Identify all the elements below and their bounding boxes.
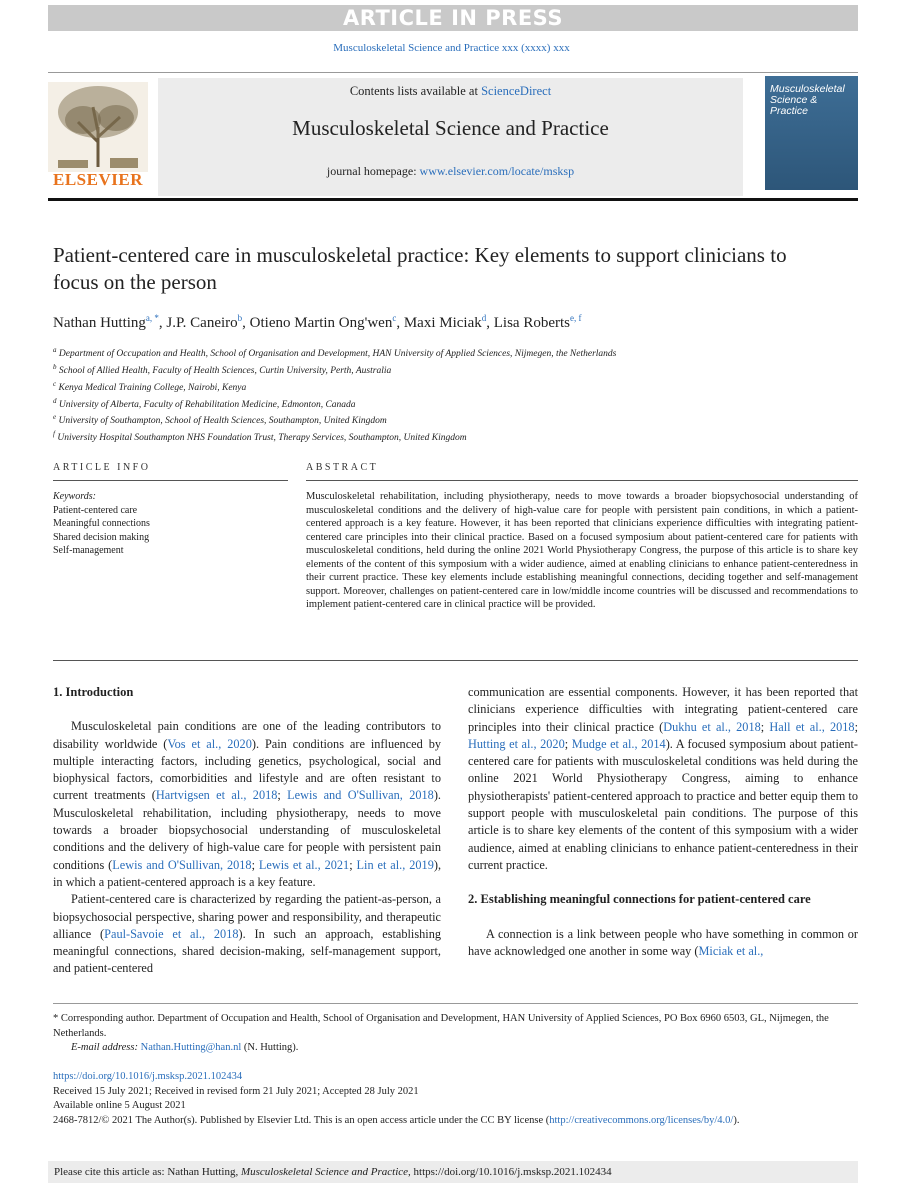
body-left-column <box>53 684 441 978</box>
reference-link[interactable]: Paul-Savoie et al., 2018 <box>104 926 239 941</box>
abstract-bottom-rule <box>53 660 858 661</box>
homepage-prefix: journal homepage: <box>326 164 420 178</box>
author-affiliation-mark[interactable]: e, f <box>570 313 582 323</box>
reference-link[interactable]: Mudge et al., 2014 <box>571 736 666 751</box>
email-link[interactable]: Nathan.Hutting@han.nl <box>140 1042 242 1053</box>
article-info-rule <box>53 480 288 481</box>
author-name[interactable]: Lisa Roberts <box>493 315 570 331</box>
article-title: Patient-centered care in musculoskeletal practice: Key elements to support clinicians to focus on the person <box>53 243 787 294</box>
body-right-column <box>468 684 858 960</box>
footnote-rule <box>53 1003 858 1004</box>
reference-link[interactable]: Hartvigsen et al., 2018 <box>155 788 278 803</box>
author-name[interactable]: J.P. Caneiro <box>166 315 238 331</box>
abstract-heading: ABSTRACT <box>306 462 379 473</box>
author-affiliation-mark[interactable]: a, * <box>145 313 159 323</box>
sciencedirect-link[interactable]: ScienceDirect <box>481 84 552 98</box>
author-list: Nathan Hutting$^{a, *}$, J.P. Caneiro$^b$, Otieno Martin Ong'wen$^c$, Maxi Miciak$^d$, Lisa Roberts$^{e, f}$ <box>53 313 582 331</box>
abstract-rule <box>306 480 858 481</box>
cover-title: Musculoskeletal Science & Practice <box>770 83 845 117</box>
email-line: E-mail address: Nathan.Hutting@han.nl (N. Hutting). <box>71 1042 299 1053</box>
body-paragraph: Patient-centered care is characterized by regarding the patient-as-person, a biopsychosocial perspective, sharing power and responsibility, and therapeutic alliance (Paul-Savoie et al., 2018). In such an approach, establishing meaningful connections, shared decision-making, self-management support, and patient-centered <box>53 892 441 976</box>
author-name[interactable]: Maxi Miciak <box>403 315 482 331</box>
cite-journal: Musculoskeletal Science and Practice <box>240 1166 409 1178</box>
reference-link[interactable]: Hall et al., 2018 <box>769 719 855 734</box>
reference-link[interactable]: Lin et al., 2019 <box>356 857 434 872</box>
article-in-press-banner: ARTICLE IN PRESS <box>48 5 858 31</box>
body-paragraph: A connection is a link between people who have something in common or have acknowledged one another in some way (Miciak et al., <box>468 926 858 958</box>
reference-link[interactable]: Lewis et al., 2021 <box>258 857 350 872</box>
affiliation-item: $^f$ University Hospital Southampton NHS Foundation Trust, Therapy Services, Southampton, United Kingdom <box>53 430 467 444</box>
reference-link[interactable]: Vos et al., 2020 <box>167 736 252 751</box>
affiliation-item: $^c$ Kenya Medical Training College, Nairobi, Kenya <box>53 379 247 393</box>
affiliation-item: $^a$ Department of Occupation and Health, School of Organisation and Development, HAN University of Applied Sciences, Nijmegen, the Netherlands <box>53 346 617 360</box>
section-heading-introduction: 1. Introduction <box>53 685 134 699</box>
cite-this-article-box: Please cite this article as: Nathan Hutting, Musculoskeletal Science and Practice, https://doi.org/10.1016/j.msksp.2021.102434 <box>48 1161 858 1183</box>
keyword-item: Patient-centered care <box>53 504 138 516</box>
author-name[interactable]: Nathan Hutting <box>53 315 146 331</box>
reference-link[interactable]: Lewis and O'Sullivan, 2018 <box>112 857 252 872</box>
keyword-item: Shared decision making <box>53 531 150 543</box>
reference-link[interactable]: Hutting et al., 2020 <box>468 736 565 751</box>
affiliations <box>53 344 853 445</box>
keyword-item: Meaningful connections <box>53 518 150 529</box>
keywords-label: Keywords: <box>53 491 96 502</box>
homepage-link[interactable]: www.elsevier.com/locate/msksp <box>419 164 575 178</box>
received-dates: Received 15 July 2021; Received in revised form 21 July 2021; Accepted 28 July 2021 <box>53 1085 419 1097</box>
reference-link[interactable]: Lewis and O'Sullivan, 2018 <box>287 788 434 803</box>
license-line: 2468-7812/© 2021 The Author(s). Published by Elsevier Ltd. This is an open access article under the CC BY license (http://creativecommons.org/licenses/by/4.0/). <box>53 1114 740 1126</box>
affiliation-item: $^e$ University of Southampton, School of Health Sciences, Southampton, United Kingdom <box>53 413 387 427</box>
author-name[interactable]: Otieno Martin Ong'wen <box>249 315 393 331</box>
author-affiliation-mark[interactable]: b <box>237 313 243 323</box>
corresponding-author-text: * Corresponding author. Department of Occupation and Health, School of Organisation and Development, HAN University of Applied Sciences, PO Box 6960 6503, GL, Nijmegen, the Netherlands. <box>53 1013 829 1039</box>
publication-info <box>53 1070 858 1128</box>
contents-line <box>158 84 743 99</box>
section-heading-connections: 2. Establishing meaningful connections for patient-centered care <box>468 892 811 907</box>
affiliation-item: $^b$ School of Allied Health, Faculty of Health Sciences, Curtin University, Perth, Australia <box>53 362 392 377</box>
license-link[interactable]: http://creativecommons.org/licenses/by/4.0/ <box>549 1114 734 1126</box>
doi-link[interactable]: https://doi.org/10.1016/j.msksp.2021.102434 <box>53 1071 243 1082</box>
abstract-text: Musculoskeletal rehabilitation, including physiotherapy, needs to move towards a broader biopsychosocial understanding of musculoskeletal conditions and the delivery of high-value care for people with persistent pain conditions, in which a patient-centered approach is a key feature. However, it has been reported that clinicians experience difficulties with integrating patient-centered care principles into their clinical practice. Based on a focused symposium about patient-centered care for patients with musculoskeletal conditions, held during the online 2021 World Physiotherapy Congress, the purpose of this article is to share key elements of the content of this symposium with a wider audience, aimed at enabling clinicians to enhance patient-centeredness in their current practice. These key elements include establishing meaningful connections, deciding together and self-management support. Moreover, challenges on patient-centered care in low/middle income countries will be discussed and recommendations to implement patient-centered care in clinical practice will be provided. <box>306 491 858 610</box>
keyword-item: Self-management <box>53 545 124 556</box>
homepage-line <box>158 164 743 179</box>
article-info-heading: ARTICLE INFO <box>53 462 151 473</box>
author-affiliation-mark[interactable]: c <box>392 313 397 323</box>
body-paragraph: Musculoskeletal pain conditions are one of the leading contributors to disability worldwide (Vos et al., 2020). Pain conditions are influenced by multiple interacting factors, including genetics, psychological, social and biophysical factors, comorbidities and lifestyle and are often resistant to current treatments (Hartvigsen et al., 2018; Lewis and O'Sullivan, 2018). Musculoskeletal rehabilitation, including physiotherapy, needs to move towards a broader biopsychosocial understanding of musculoskeletal conditions and the delivery of high-value care for people with persistent pain conditions (Lewis and O'Sullivan, 2018; Lewis et al., 2021; Lin et al., 2019), in which a patient-centered approach is a key feature. <box>53 719 442 889</box>
reference-link[interactable]: Miciak et al., <box>698 943 764 958</box>
contents-prefix: Contents lists available at <box>349 84 482 98</box>
header-thick-rule <box>48 198 858 201</box>
journal-name: Musculoskeletal Science and Practice <box>292 116 609 140</box>
corresponding-author-footnote <box>53 1012 858 1056</box>
online-date: Available online 5 August 2021 <box>53 1100 186 1111</box>
publisher-name: ELSEVIER <box>53 170 143 189</box>
keywords-block <box>53 490 293 558</box>
body-paragraph: communication are essential components. However, it has been reported that clinicians experience difficulties with integrating patient-centered care principles into their clinical practice (Dukhu et al., 2018; Hall et al., 2018; Hutting et al., 2020; Mudge et al., 2014). A focused symposium about patient-centered care for patients with musculoskeletal conditions was held during the online 2021 World Physiotherapy Congress, aiming to enhance physiotherapists' patient-centered approach to practice and better equip them to support people with musculoskeletal pain conditions. The purpose of this article is to share key elements of the content of this symposium with a wider audience, aimed at enabling clinicians to enhance patient-centeredness in their current practice. <box>468 685 858 872</box>
reference-link[interactable]: Dukhu et al., 2018 <box>663 719 761 734</box>
affiliation-item: $^d$ University of Alberta, Faculty of Rehabilitation Medicine, Edmonton, Canada <box>53 396 356 410</box>
header-divider <box>48 72 858 73</box>
author-affiliation-mark[interactable]: d <box>481 313 487 323</box>
top-journal-citation[interactable]: Musculoskeletal Science and Practice xxx (xxxx) xxx <box>333 42 570 54</box>
